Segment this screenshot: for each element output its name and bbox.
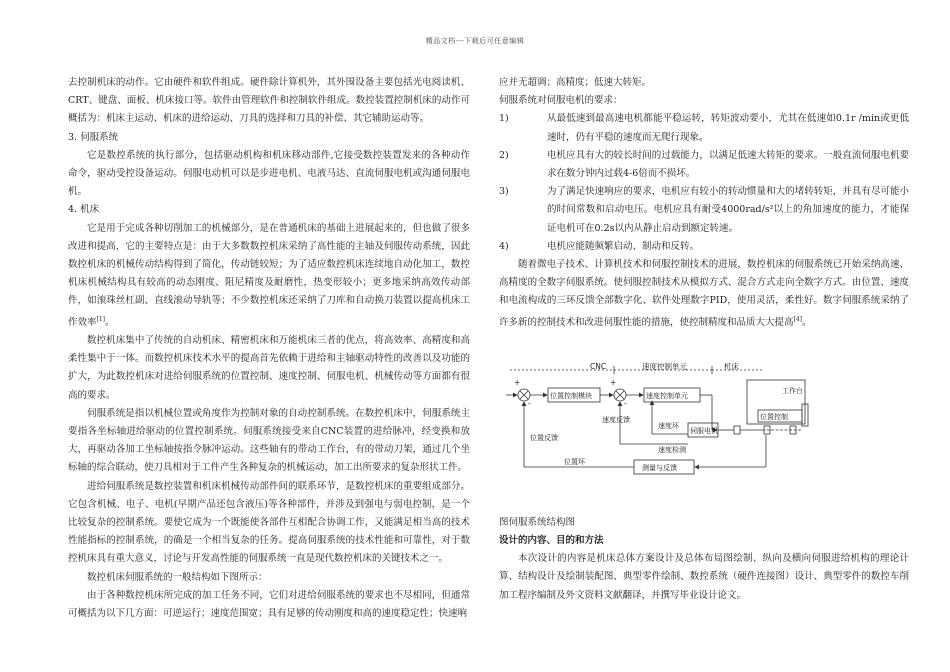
paragraph: 数控机床伺服系统的一般结构如下图所示： <box>87 571 268 583</box>
requirement-item: 2) 电机应具有大的较长时间的过载能力，以满足低速大转矩的要求。一般直流伺服电机要求在数分钟内过载4-6倍而不损坏。 <box>499 149 909 180</box>
paragraph: 伺服系统是指以机械位置或角度作为控制对象的自动控制系统。在数控机床中，伺服系统主要指各坐标轴进给驱动的位置控制系统。伺服系统接受来自CNC装置的进给脉冲，经变换和放大，再驱动各加工坐标轴按指令脉冲运动。这些轴有的带动工作台，有的带动刀架，通过几个坐标轴的综合联动，使刀具相对于工件产生各种复杂的机械运动，加工出所要求的复杂形状工件。 <box>68 407 470 474</box>
section-heading: 3. 伺服系统 <box>68 131 119 143</box>
servo-system-diagram <box>502 360 922 492</box>
block-servo-motor: 伺服电机 <box>690 427 718 435</box>
requirement-item: 3) 为了满足快速响应的要求，电机应有较小的转动惯量和大的堵转转矩，并具有尽可能小的时间常数和启动电压。电机应具有耐受4000rad/s²以上的角加速度的能力，才能保证电机可在0.2s以内从静止启动到额定转速。 <box>499 186 909 234</box>
design-section <box>499 532 909 605</box>
label-cnc: CNC <box>590 362 607 371</box>
right-column <box>499 74 909 332</box>
block-position-module: 位置控制模块 <box>550 392 592 400</box>
label-position-loop: 位置环 <box>564 458 585 466</box>
label-worktable: 工作台 <box>782 387 803 395</box>
citation: [4] <box>793 315 803 323</box>
page-header: 精品文档---下载后可任意编辑 <box>425 37 525 45</box>
requirement-item: 1) 从最低速到最高速电机都能平稳运转，转矩波动要小，尤其在低速如0.1r /min或更低速时，仍有平稳的速度而无爬行现象。 <box>499 113 909 143</box>
section-title: 设计的内容、目的和方法 <box>499 535 604 546</box>
paragraph: 去控制机床的动作。它由硬件和软件组成。硬件除计算机外，其外围设备主要包括光电阅读机、CRT、键盘、面板、机床接口等。软件由管理软件和控制软件组成。数控装置控制机床的动作可概括为：机床主运动、机床的进给运动、刀具的选择和刀具的补偿、其它辅助运动等。 <box>68 77 470 125</box>
paragraph: 本次设计的内容是机床总体方案设计及总体布局图绘制、纵向及横向伺服进给机构的理论计算、结构设计及绘制装配图、典型零件绘制、数控系统（硬件连接图）设计、典型零件的数控车削加工程序编制及外文资料文献翻译，并撰写毕业设计论文。 <box>499 553 909 601</box>
label-position-control: 位置控制 <box>760 413 788 421</box>
label-speed-unit: 速度控制单元 <box>642 362 687 371</box>
plus-sign: + <box>514 378 521 387</box>
label-position-feedback: 位置反馈 <box>530 434 558 442</box>
plus-sign: + <box>610 378 617 387</box>
label-speed-loop: 速度环 <box>658 422 679 430</box>
paragraph: 它是数控系统的执行部分，包括驱动机构和机床移动部件,它接受数控装置发来的各种动作命令，驱动受控设备运动。伺服电动机可以是步进电机、电液马达、直流伺服电机或沟通伺服电机。 <box>68 149 470 198</box>
paragraph: 由于各种数控机床所完成的加工任务不同，它们对进给伺服系统的要求也不尽相同，但通常可概括为以下几方面：可逆运行；速度范围宽；具有足够的传动刚度和高的速度稳定性；快速响 <box>68 589 470 620</box>
paragraph: 伺服系统对伺服电机的要求： <box>499 95 623 107</box>
label-machine: 机床 <box>724 362 739 371</box>
paragraph: 应并无超调；高精度；低速大转矩。 <box>499 77 652 88</box>
paragraph: 数控机床集中了传统的自动机床、精密机床和万能机床三者的优点，将高效率、高精度和高柔性集中于一体。而数控机床技术水平的提高首先依赖于进给和主轴驱动特性的改善以及功能的扩大，为此数控机床对进给伺服系统的位置控制、速度控制、伺服电机、机械传动等方面都有很高的要求。 <box>68 335 470 401</box>
figure-caption: 图伺服系统结构图 <box>499 517 576 528</box>
label-speed-feedback: 速度反馈 <box>602 416 630 424</box>
block-measure-feedback: 测量与反馈 <box>642 464 677 472</box>
label-speed-detect: 速度检测 <box>658 446 686 454</box>
minus-sign: - <box>624 399 627 408</box>
requirement-item: 4) 电机应能随频繁启动、制动和反转。 <box>499 240 700 252</box>
block-speed-control-unit: 速度控制单元 <box>646 392 688 400</box>
citation: [1] <box>96 315 106 323</box>
paragraph: 它是用于完成各种切削加工的机械部分，是在普通机床的基础上进展起来的，但也做了很多改进和提高，它的主要特点是：由于大多数数控机床采纳了高性能的主轴及伺服传动系统，因此数控机床的机械传动结构得到了简化，传动链较短；为了适应数控机床连续地自动化加工，数控机床机械结构具有较高的动态刚度、阻尼精度及耐磨性，热变形较小；更多地采纳高效传动部件，如滚珠丝杠副、直线滚动导轨等；不少数控机床还采纳了刀库和自动换刀装置以提高机床工作效率[1]。 <box>68 222 470 328</box>
paragraph: 进给伺服系统是数控装置和机床机械传动部件间的联系环节，是数控机床的重要组成部分。它包含机械、电子、电机(早期产品还包含液压)等各种部件，并涉及到强电与弱电控制，是一个比较复杂的控制系统。要使它成为一个既能使各部件互相配合协调工作，又能满足相当高的技术性能指标的控制系统，的确是一个相当复杂的任务。提高伺服系统的技术性能和可靠性，对于数控机床具有重大意义，讨论与开发高性能的伺服系统一直是现代数控机床的关键技术之一。 <box>68 480 470 565</box>
section-heading: 4. 机床 <box>68 204 100 216</box>
paragraph: 随着微电子技术、计算机技术和伺服控制技术的进展，数控机床的伺服系统已开始采纳高速、高精度的全数字伺服系统。使伺服控制技术从模拟方式、混合方式走向全数字方式。由位置、速度和电流构成的三环反馈全部数字化、软件处理数字PID，使用灵活，柔性好。数字伺服系统采纳了许多新的控制技术和改进伺服性能的措施，使控制精度和品质大大提高[4]。 <box>499 259 909 328</box>
minus-sign: - <box>528 399 531 408</box>
left-column <box>68 74 470 623</box>
